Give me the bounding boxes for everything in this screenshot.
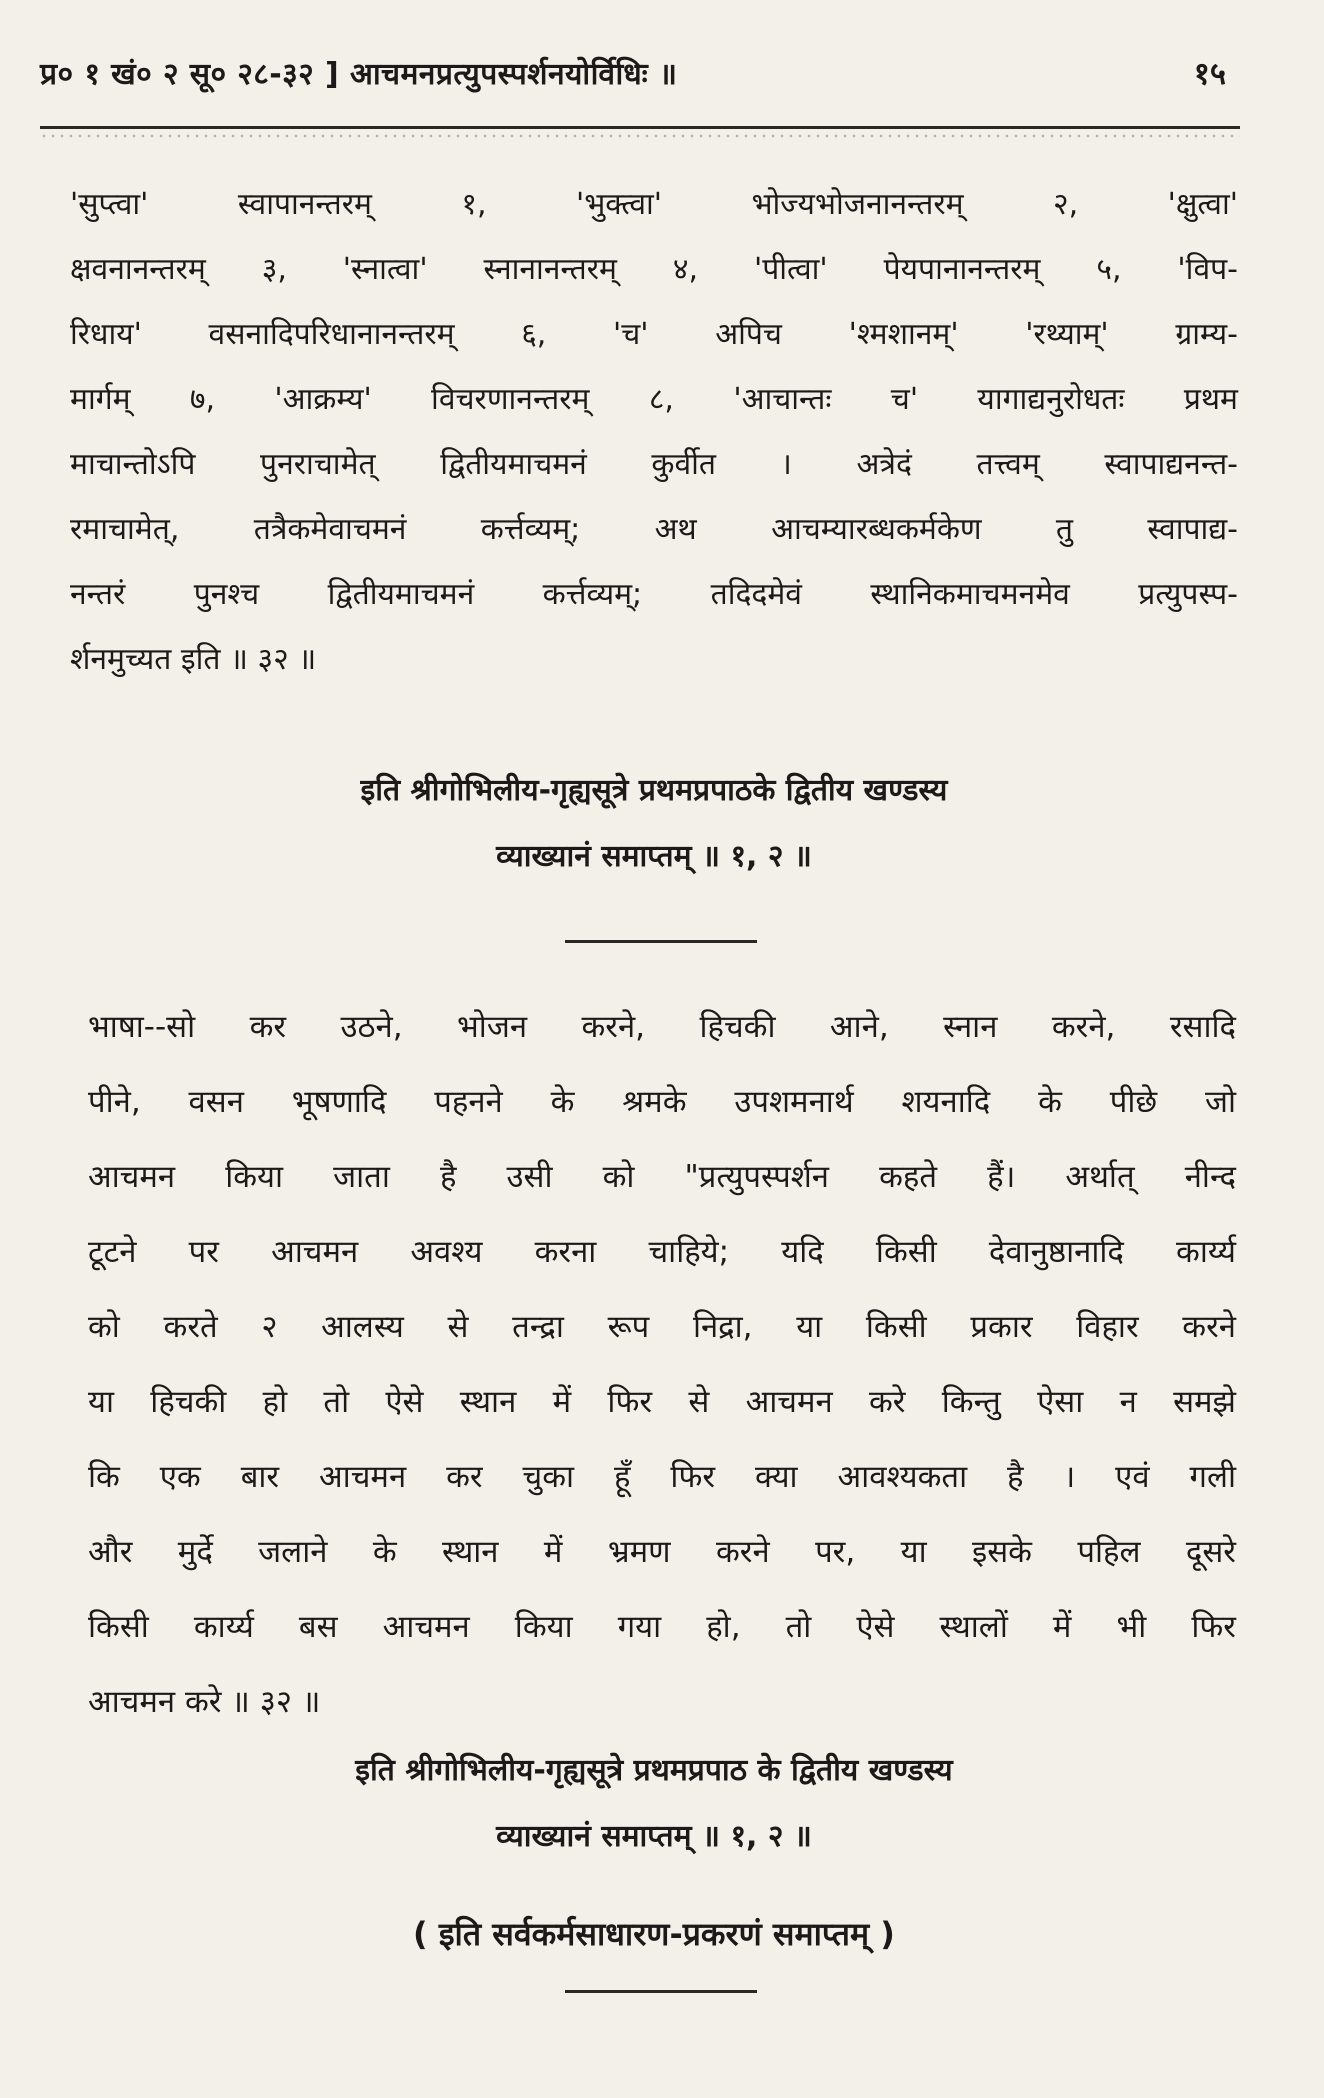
- section-divider: [565, 940, 757, 943]
- commentary-line: रमाचामेत्, तत्रैकमेवाचमनं कर्त्तव्यम्; अथ आचम्यारब्धकर्मकेण तु स्वापाद्य-: [70, 512, 1238, 547]
- translation-line: कि एक बार आचमन कर चुका हूँ फिर क्या आवश्यकता है । एवं गली: [88, 1459, 1236, 1495]
- translation-line: भाषा--सो कर उठने, भोजन करने, हिचकी आने, स्नान करने, रसादि: [88, 1009, 1236, 1045]
- colophon-line: इति श्रीगोभिलीय-गृह्यसूत्रे प्रथमप्रपाठ के द्वितीय खण्डस्य: [355, 1753, 953, 1788]
- translation-line: या हिचकी हो तो ऐसे स्थान में फिर से आचमन करे किन्तु ऐसा न समझे: [88, 1384, 1236, 1420]
- translation-line: पीने, वसन भूषणादि पहनने के श्रमके उपशमनार्थ शयनादि के पीछे जो: [88, 1084, 1236, 1120]
- commentary-line: क्षवनानन्तरम् ३, 'स्नात्वा' स्नानानन्तरम् ४, 'पीत्वा' पेयपानानन्तरम् ५, 'विप-: [70, 252, 1238, 287]
- section-closing-note: ( इति सर्वकर्मसाधारण-प्रकरणं समाप्तम् ): [413, 1915, 895, 1953]
- header-rule: [40, 126, 1240, 129]
- translation-line: किसी कार्य्य बस आचमन किया गया हो, तो ऐसे स्थालों में भी फिर: [88, 1609, 1236, 1645]
- header-ornament-rule: [40, 134, 1240, 139]
- translation-line: को करते २ आलस्य से तन्द्रा रूप निद्रा, या किसी प्रकार विहार करने: [88, 1309, 1236, 1345]
- colophon-translation: [70, 1738, 1238, 1870]
- hindi-translation: [88, 990, 1236, 1740]
- commentary-line: नन्तरं पुनश्च द्वितीयमाचमनं कर्त्तव्यम्; तदिदमेवं स्थानिकमाचमनमेव प्रत्युपस्प-: [70, 577, 1238, 612]
- colophon-line: व्याख्यानं समाप्तम् ॥ १, २ ॥: [496, 839, 812, 874]
- commentary-line: माचान्तोऽपि पुनराचामेत् द्वितीयमाचमनं कुर्वीत । अत्रेदं तत्त्वम् स्वापाद्यनन्त-: [70, 447, 1238, 482]
- commentary-line: र्शनमुच्यत इति ॥ ३२ ॥: [70, 642, 317, 677]
- running-head-title: प्र० १ खं० २ सू० २८-३२ ] आचमनप्रत्युपस्पर्शनयोर्विधिः ॥: [40, 57, 678, 92]
- translation-line: और मुर्दे जलाने के स्थान में भ्रमण करने पर, या इसके पहिल दूसरे: [88, 1534, 1236, 1570]
- commentary-line: 'सुप्त्वा' स्वापानन्तरम् १, 'भुक्त्वा' भोज्यभोजनानन्तरम् २, 'क्षुत्वा': [70, 187, 1238, 222]
- commentary-line: रिधाय' वसनादिपरिधानानन्तरम् ६, 'च' अपिच 'श्मशानम्' 'रथ्याम्' ग्राम्य-: [70, 317, 1238, 352]
- section-divider: [565, 1990, 757, 1993]
- sanskrit-commentary: [70, 172, 1238, 692]
- colophon-line: व्याख्यानं समाप्तम् ॥ १, २ ॥: [496, 1819, 812, 1854]
- translation-line: टूटने पर आचमन अवश्य करना चाहिये; यदि किसी देवानुष्ठानादि कार्य्य: [88, 1234, 1236, 1270]
- colophon-commentary: [70, 758, 1238, 890]
- page-number: १५: [1193, 56, 1226, 92]
- running-header: [40, 52, 1236, 104]
- colophon-line: इति श्रीगोभिलीय-गृह्यसूत्रे प्रथमप्रपाठके द्वितीय खण्डस्य: [360, 773, 948, 808]
- commentary-line: मार्गम् ७, 'आक्रम्य' विचरणानन्तरम् ८, 'आचान्तः च' यागाद्यनुरोधतः प्रथम: [70, 382, 1238, 417]
- translation-line: आचमन किया जाता है उसी को "प्रत्युपस्पर्शन कहते हैं। अर्थात् नीन्द: [88, 1159, 1236, 1195]
- translation-line: आचमन करे ॥ ३२ ॥: [88, 1684, 321, 1720]
